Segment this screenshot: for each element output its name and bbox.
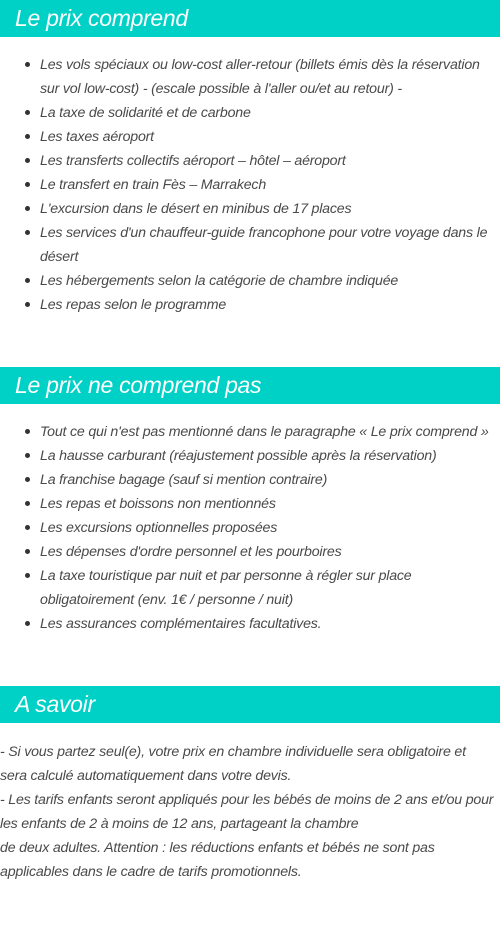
list-item: Les assurances complémentaires facultatives. [40, 612, 500, 636]
list-item: Tout ce qui n'est pas mentionné dans le paragraphe « Le prix comprend » [40, 420, 500, 444]
list-item: Les repas selon le programme [40, 293, 500, 317]
list-item: Les vols spéciaux ou low-cost aller-retour (billets émis dès la réservation sur vol low-cost) - (escale possible à l'aller ou/et au retour) - [40, 53, 500, 101]
list-item: Les services d'un chauffeur-guide francophone pour votre voyage dans le désert [40, 221, 500, 269]
list-item: La taxe touristique par nuit et par personne à régler sur place obligatoirement (env. 1€ / personne / nuit) [40, 564, 500, 612]
list-item: Les taxes aéroport [40, 125, 500, 149]
note-line: sera calculé automatiquement dans votre devis. [0, 768, 292, 784]
notes-text [0, 740, 500, 884]
excludes-header: Le prix ne comprend pas [0, 367, 500, 404]
note-line: les enfants de 2 à moins de 12 ans, partageant la chambre [0, 816, 359, 832]
list-item: Le transfert en train Fès – Marrakech [40, 173, 500, 197]
list-item: Les repas et boissons non mentionnés [40, 492, 500, 516]
notes-header: A savoir [0, 686, 500, 723]
note-line: - Si vous partez seul(e), votre prix en chambre individuelle sera obligatoire et [0, 744, 466, 760]
list-item: La franchise bagage (sauf si mention contraire) [40, 468, 500, 492]
includes-list [0, 53, 500, 317]
list-item: Les excursions optionnelles proposées [40, 516, 500, 540]
excludes-list [0, 420, 500, 636]
note-line: applicables dans le cadre de tarifs promotionnels. [0, 864, 302, 880]
list-item: Les hébergements selon la catégorie de chambre indiquée [40, 269, 500, 293]
list-item: L'excursion dans le désert en minibus de 17 places [40, 197, 500, 221]
list-item: Les transferts collectifs aéroport – hôtel – aéroport [40, 149, 500, 173]
note-line: - Les tarifs enfants seront appliqués pour les bébés de moins de 2 ans et/ou pour [0, 792, 494, 808]
note-line: de deux adultes. Attention : les réductions enfants et bébés ne sont pas [0, 840, 435, 856]
list-item: La taxe de solidarité et de carbone [40, 101, 500, 125]
list-item: La hausse carburant (réajustement possible après la réservation) [40, 444, 500, 468]
includes-header: Le prix comprend [0, 0, 500, 37]
list-item: Les dépenses d'ordre personnel et les pourboires [40, 540, 500, 564]
